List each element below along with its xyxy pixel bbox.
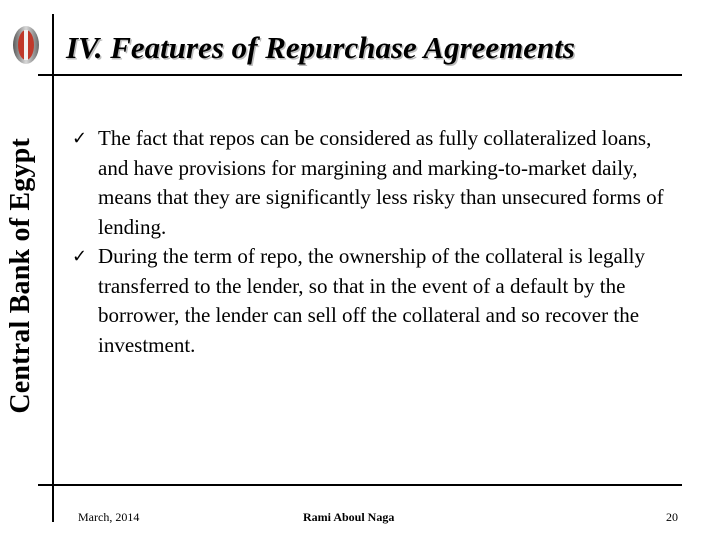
cbe-logo-icon (11, 24, 41, 66)
bullet-item (72, 124, 684, 242)
vertical-divider (52, 14, 54, 522)
slide-title: IV. Features of Repurchase Agreements (66, 30, 575, 65)
footer-divider (38, 484, 682, 486)
footer-date: March, 2014 (78, 510, 140, 524)
sidebar-title: Central Bank of Egypt (5, 138, 36, 414)
page-number: 20 (666, 510, 678, 524)
bullet-text: During the term of repo, the ownership of the collateral is legally transferred to the lender, so that in the event of a default by the borrower, the lender can sell off the collateral and so recover the investment. (98, 244, 645, 357)
title-divider (38, 74, 682, 76)
checkmark-icon: ✓ (72, 246, 88, 267)
footer-author: Rami Aboul Naga (303, 510, 395, 524)
bullet-text: The fact that repos can be considered as fully collateralized loans, and have provisions for margining and marking-to-market daily, means that they are significantly less risky than unsecured forms of lending. (98, 126, 664, 239)
checkmark-icon: ✓ (72, 128, 88, 149)
bullet-list (72, 124, 684, 360)
sidebar-title-container (2, 90, 40, 462)
bullet-item (72, 242, 684, 360)
